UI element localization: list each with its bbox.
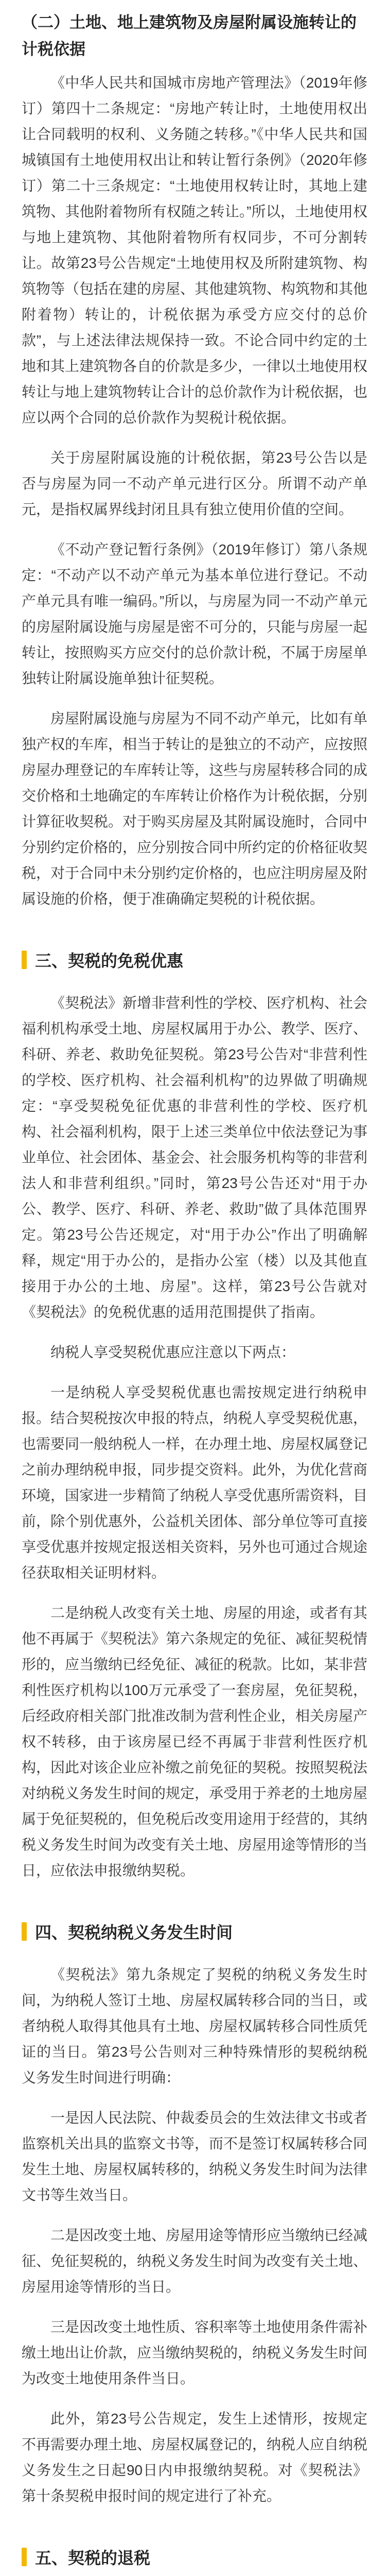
paragraph: 纳税人享受契税优惠应注意以下两点： (50, 1344, 296, 1360)
section-marker-icon (22, 1922, 27, 1941)
paragraph: 《契税法》新增非营利性的学校、医疗机构、社会福利机构承受土地、房屋权属用于办公、教学、医疗、科研、养老、救助免征契税。第23号公告对“非营利性的学校、医疗机构、社会福利机构”的边界做了明确规定：“享受契税免征优惠的非营利性的学校、医疗机构、社会福利机构，限于上述三类单位中依法登记为事业单位、社会团体、基金会、社会服务机构等的非营利法人和非营利组织。”同时，第23号公告还对“用于办公、教学、医疗、科研、养老、救助”做了具体范围界定。第23号公告还规定，对“用于办公”作出了明确解释，规定“用于办公的，是指办公室（楼）以及其他直接用于办公的土地、房屋”。这样，第23号公告就对《契税法》的免税优惠的适用范围提供了指南。 (22, 995, 368, 1320)
paragraph: 二是纳税人改变有关土地、房屋的用途，或者有其他不再属于《契税法》第六条规定的免征、减征契税情形的，应当缴纳已经免征、减征的税款。比如，某非营利性医疗机构以100万元承受了一套房屋，免征契税，后经政府相关部门批准改制为营利性企业，相关房屋产权不转移，由于该房屋已经不再属于非营利性医疗机构，因此对该企业应补缴之前免征的契税。按照契税法对纳税义务发生时间的规定，承受用于养老的土地房屋属于免征契税的，但免税后改变用途用于经营的，其纳税义务发生时间为改变有关土地、房屋用途等情形的当日，应依法申报缴纳契税。 (22, 1605, 368, 1878)
paragraph: 此外，第23号公告规定，发生上述情形，按规定不再需要办理土地、房屋权属登记的，纳税人应自纳税义务发生之日起90日内申报缴纳契税。对《契税法》第十条契税申报时间的规定进行了补充。 (22, 2411, 368, 2504)
subsection-heading: （二）土地、地上建筑物及房屋附属设施转让的计税依据 (22, 13, 357, 58)
paragraph: 三是因改变土地性质、容积率等土地使用条件需补缴土地出让价款，应当缴纳契税的，纳税义务发生时间为改变土地使用条件当日。 (22, 2319, 368, 2386)
section-marker-icon (22, 951, 27, 969)
paragraph: 一是纳税人享受契税优惠也需按规定进行纳税申报。结合契税按次申报的特点，纳税人享受契税优惠，也需要同一般纳税人一样，在办理土地、房屋权属登记之前办理纳税申报，同步提交资料。此外，为优化营商环境，国家进一步精简了纳税人享受优惠所需资料，目前，除个别优惠外，公益机关团体、部分单位等可直接享受优惠并按规定报送相关资料，另外也可通过合规途径获取相关证明材料。 (22, 1384, 368, 1581)
section-heading-exemption (22, 948, 367, 972)
section-marker-icon (22, 2548, 27, 2566)
section-title: 四、契税纳税义务发生时间 (35, 1923, 233, 1942)
section-title: 三、契税的免税优惠 (35, 952, 184, 970)
paragraph: 《中华人民共和国城市房地产管理法》（2019年修订）第四十二条规定：“房地产转让时，土地使用权出让合同载明的权利、义务随之转移。”《中华人民共和国城镇国有土地使用权出让和转让暂行条例》（2020年修订）第二十三条规定：“土地使用权转让时，其地上建筑物、其他附着物所有权随之转让。”所以，土地使用权与地上建筑物、其他附着物所有权同步，不可分割转让。故第23号公告规定“土地使用权及所附建筑物、构筑物等（包括在建的房屋、其他建筑物、构筑物和其他附着物）转让的，计税依据为承受方应交付的总价款”，与上述法律法规保持一致。不论合同中约定的土地和其上建筑物各自的价款是多少，一律以土地使用权转让与地上建筑物转让合计的总价款作为计税依据，也应以两个合同的总价款作为契税计税依据。 (22, 75, 368, 426)
paragraph: 《不动产登记暂行条例》（2019年修订）第八条规定：“不动产以不动产单元为基本单位进行登记。不动产单元具有唯一编码。”所以，与房屋为同一不动产单元的房屋附属设施与房屋是密不可分的，只能与房屋一起转让，按照购买方应交付的总价款计税，不属于房屋单独转让附属设施单独计征契税。 (22, 541, 368, 686)
paragraph: 房屋附属设施与房屋为不同不动产单元，比如有单独产权的车库，相当于转让的是独立的不动产，应按照房屋办理登记的车库转让等，这些与房屋转移合同的成交价格和土地确定的车库转让价格作为计税依据，分别计算征收契税。对于购买房屋及其附属设施时，合同中分别约定价格的，应分别按合同中所约定的价格征收契税，对于合同中未分别约定价格的，也应注明房屋及附属设施的价格，便于准确确定契税的计税依据。 (22, 710, 368, 907)
section-heading-obligation-time (22, 1920, 367, 1943)
section-title: 五、契税的退税 (35, 2549, 151, 2567)
section-heading-refund (22, 2545, 367, 2569)
paragraph: 关于房屋附属设施的计税依据，第23号公告以是否与房屋为同一不动产单元进行区分。所谓不动产单元，是指权属界线封闭且具有独立使用价值的空间。 (22, 450, 367, 517)
paragraph: 《契税法》第九条规定了契税的纳税义务发生时间，为纳税人签订土地、房屋权属转移合同的当日，或者纳税人取得其他具有土地、房屋权属转移合同性质凭证的当日。第23号公告则对三种特殊情形的契税纳税义务发生时间进行明确： (22, 1967, 368, 2086)
paragraph: 二是因改变土地、房屋用途等情形应当缴纳已经减征、免征契税的，纳税义务发生时间为改变有关土地、房屋用途等情形的当日。 (22, 2227, 368, 2295)
paragraph: 一是因人民法院、仲裁委员会的生效法律文书或者监察机关出具的监察文书等，而不是签订权属转移合同发生土地、房屋权属转移的，纳税义务发生时间为法律文书等生效当日。 (22, 2110, 368, 2203)
